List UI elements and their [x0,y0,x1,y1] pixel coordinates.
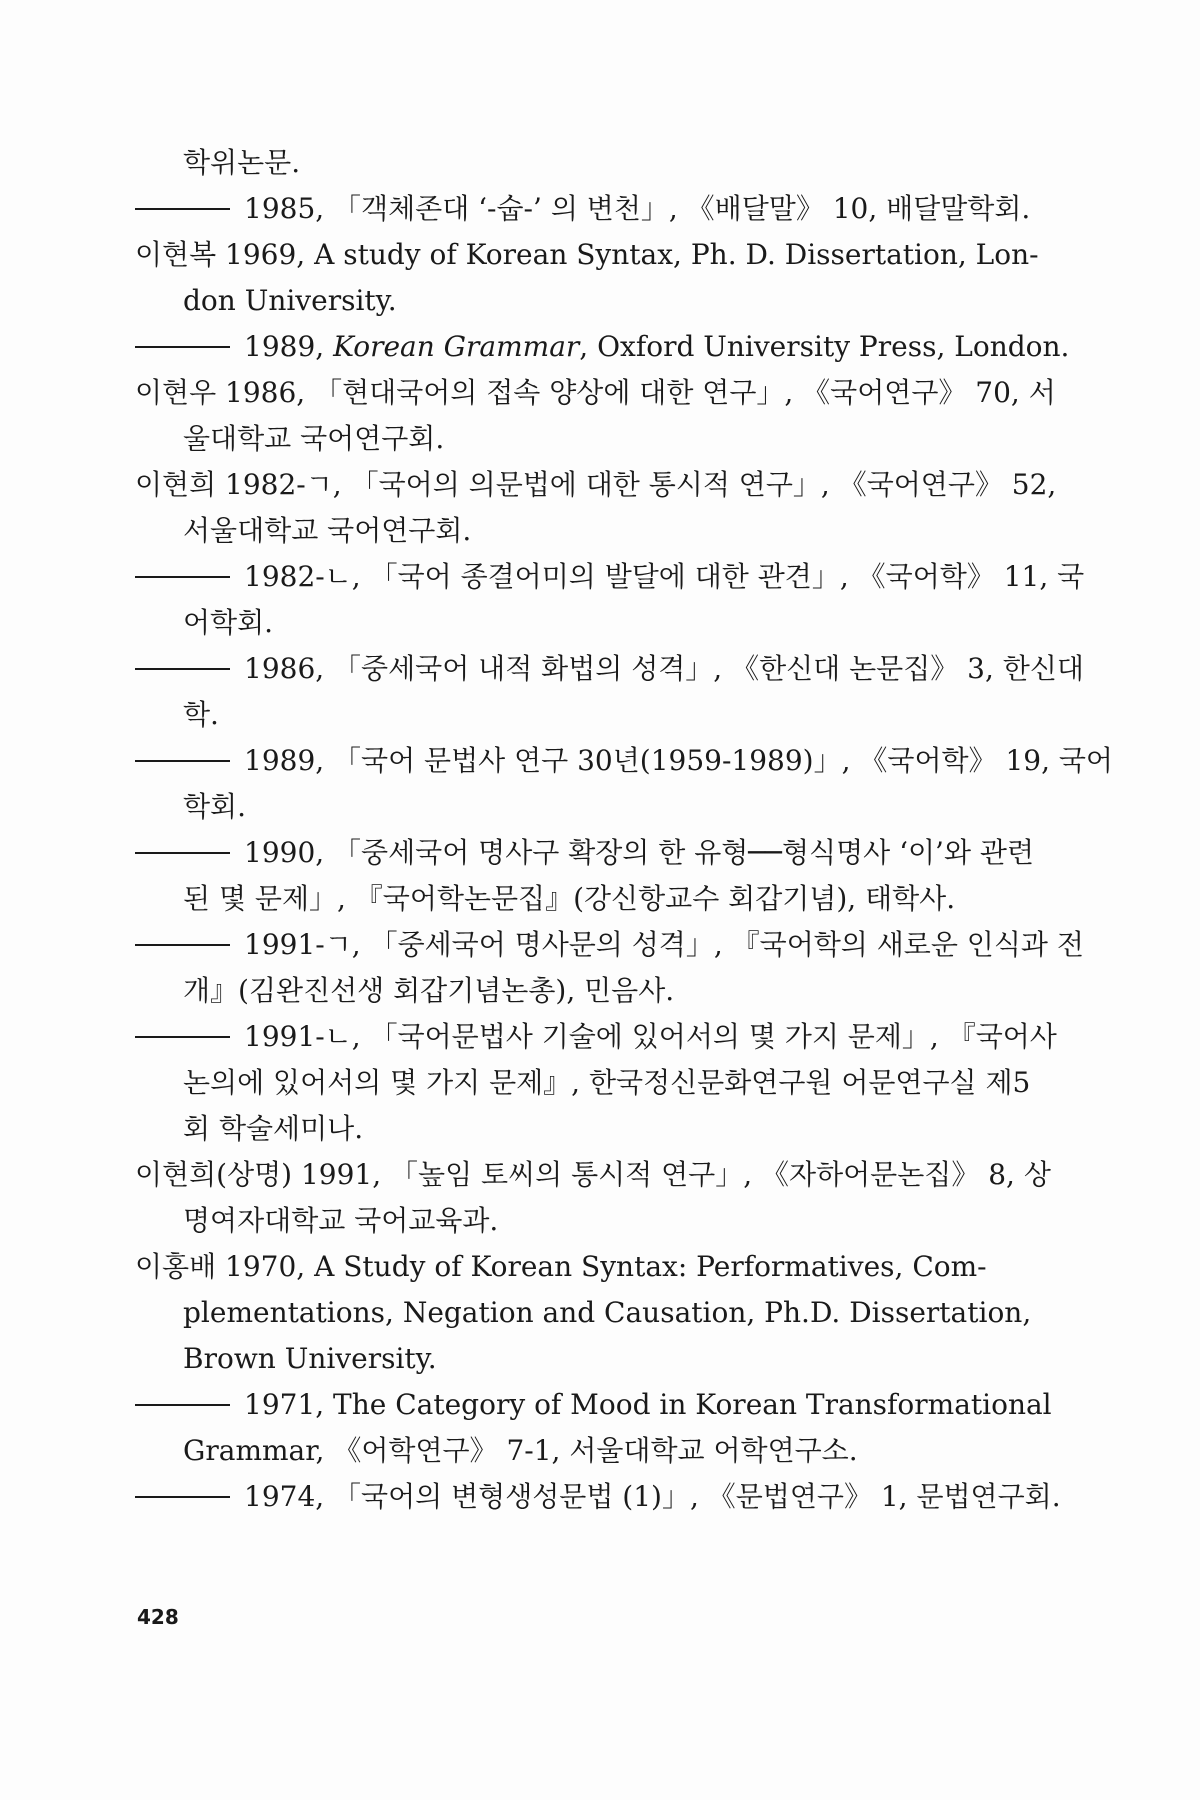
entry-line: 이현우 1986, 「현대국어의 접속 양상에 대한 연구」, 《국어연구》 70, 서 [135,376,1056,409]
entry-line: 논의에 있어서의 몇 가지 문제』, 한국정신문화연구원 어문연구실 제5 [183,1066,1031,1099]
entry-line: 1991-ㄴ, 「국어문법사 기술에 있어서의 몇 가지 문제」, 『국어사 [135,1014,1015,1060]
entry-line: 이현희(상명) 1991, 「높임 토씨의 통시적 연구」, 《자하어문논집》 8, 상 [135,1158,1051,1191]
entry-line: 1990, 「중세국어 명사구 확장의 한 유형──형식명사 ‘이’와 관련 [135,830,1015,876]
entry-line: 1974, 「국어의 변형생성문법 (1)」, 《문법연구》 1, 문법연구회. [135,1474,1015,1520]
entry-line: Grammar, 《어학연구》 7-1, 서울대학교 어학연구소. [183,1434,858,1467]
entry-line: 이현희 1982-ㄱ, 「국어의 의문법에 대한 통시적 연구」, 《국어연구》 52, [135,468,1057,501]
entry-line: 1982-ㄴ, 「국어 종결어미의 발달에 대한 관견」, 《국어학》 11, 국 [135,554,1015,600]
ditto-dash [135,1496,230,1498]
book-title: Korean Grammar [333,330,580,363]
entry-line: 1989, Korean Grammar, Oxford University Press, London. [135,324,1015,370]
entry-line: Brown University. [183,1342,437,1375]
entry-line: 1989, 「국어 문법사 연구 30년(1959-1989)」, 《국어학》 19, 국어 [135,738,1015,784]
bibliography [135,140,1113,1520]
entry-line: 회 학술세미나. [183,1112,364,1145]
entry-line: 1985, 「객체존대 ‘-숩-’ 의 변천」, 《배달말》 10, 배달말학회. [135,186,1015,232]
entry-line: 서울대학교 국어연구회. [183,514,472,547]
ditto-dash [135,1404,230,1406]
entry-line: 학회. [183,790,246,823]
entry-line: 1971, The Category of Mood in Korean Transformational [135,1382,1015,1428]
entry-line: don University. [183,284,397,317]
entry-line: 학위논문. [183,146,301,179]
entry-line: 1986, 「중세국어 내적 화법의 성격」, 《한신대 논문집》 3, 한신대 [135,646,1015,692]
entry-line: 1991-ㄱ, 「중세국어 명사문의 성격」, 『국어학의 새로운 인식과 전 [135,922,1015,968]
ditto-dash [135,346,230,348]
ditto-dash [135,852,230,854]
ditto-dash [135,576,230,578]
entry-line: 어학회. [183,606,274,639]
ditto-dash [135,760,230,762]
entry-line: 울대학교 국어연구회. [183,422,445,455]
ditto-dash [135,944,230,946]
ditto-dash [135,668,230,670]
ditto-dash [135,208,230,210]
ditto-dash [135,1036,230,1038]
entry-line: 된 몇 문제」, 『국어학논문집』(강신항교수 회갑기념), 태학사. [183,882,956,915]
entry-line: 개』(김완진선생 회갑기념논총), 민음사. [183,974,675,1007]
entry-line: 학. [183,698,219,731]
entry-line: 이홍배 1970, A Study of Korean Syntax: Performatives, Com- [135,1250,987,1283]
entry-line: 이현복 1969, A study of Korean Syntax, Ph. D. Dissertation, Lon- [135,238,1039,271]
page-number: 428 [137,1605,179,1629]
entry-line: 명여자대학교 국어교육과. [183,1204,499,1237]
entry-line: plementations, Negation and Causation, Ph.D. Dissertation, [183,1296,1032,1329]
